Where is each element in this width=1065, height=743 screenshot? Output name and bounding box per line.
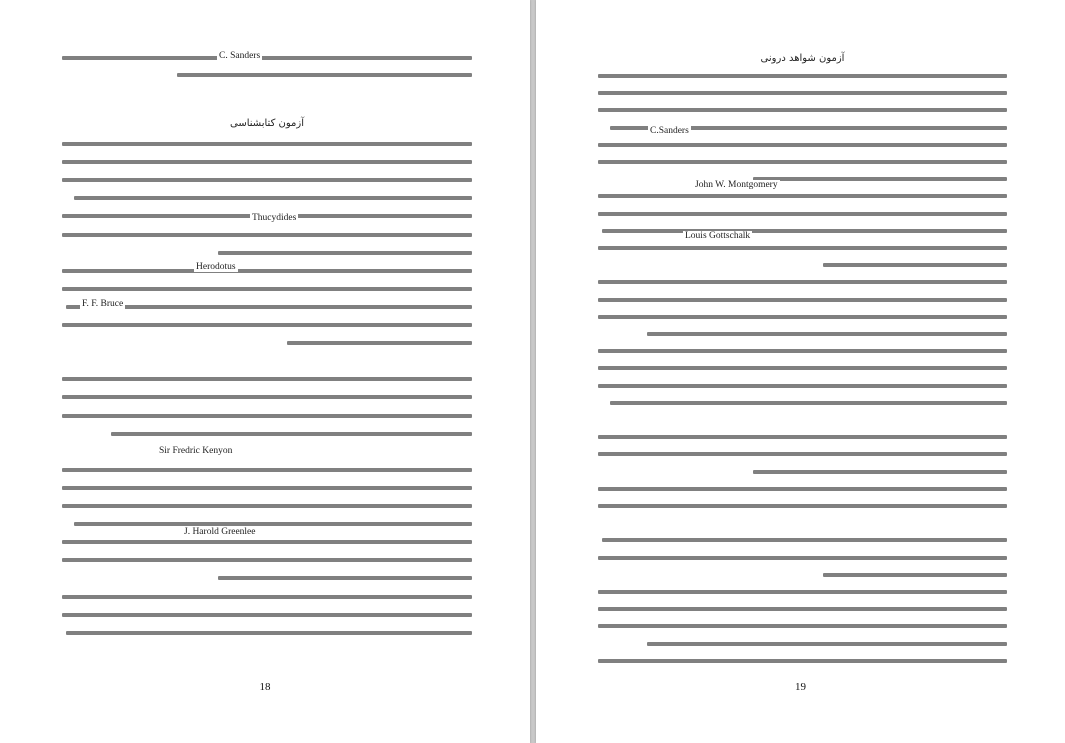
text-line: [62, 287, 472, 291]
text-line: [598, 487, 1007, 491]
text-line: [62, 377, 472, 381]
left-citation: J. Harold Greenlee: [184, 527, 256, 537]
text-line: [62, 504, 472, 508]
text-line: [602, 538, 1007, 542]
text-line: [62, 56, 472, 60]
text-line: [598, 91, 1007, 95]
text-line: [598, 659, 1007, 663]
text-line: [62, 269, 472, 273]
text-line: [602, 229, 1007, 233]
text-line: [598, 590, 1007, 594]
text-line: [218, 251, 472, 255]
text-line: [598, 298, 1007, 302]
text-line: [598, 607, 1007, 611]
text-line: [218, 576, 472, 580]
text-line: [610, 401, 1007, 405]
left-page: [0, 0, 530, 743]
text-line: [598, 366, 1007, 370]
text-line: [598, 349, 1007, 353]
text-line: [177, 73, 472, 77]
text-line: [598, 280, 1007, 284]
text-line: [598, 246, 1007, 250]
right-citation: Louis Gottschalk: [685, 231, 751, 241]
text-line: [62, 486, 472, 490]
left-citation: C. Sanders: [219, 51, 261, 61]
left-citation: Thucydides: [252, 213, 297, 223]
text-line: [111, 432, 472, 436]
text-line: [647, 642, 1007, 646]
text-line: [62, 233, 472, 237]
left-citation: Herodotus: [196, 262, 236, 272]
text-line: [598, 143, 1007, 147]
text-line: [598, 452, 1007, 456]
text-line: [598, 194, 1007, 198]
text-line: [598, 504, 1007, 508]
text-line: [62, 142, 472, 146]
right-page-text-block: [598, 0, 1007, 743]
left-page-text-block: [62, 0, 472, 743]
text-line: [62, 558, 472, 562]
text-line: [66, 305, 472, 309]
right-page-number: 19: [795, 681, 806, 693]
text-line: [62, 178, 472, 182]
text-line: [598, 315, 1007, 319]
right-page: [536, 0, 1065, 743]
text-line: [62, 160, 472, 164]
text-line: [74, 522, 472, 526]
text-line: [62, 595, 472, 599]
text-line: [62, 468, 472, 472]
text-line: [62, 414, 472, 418]
right-citation: John W. Montgomery: [695, 180, 778, 190]
text-line: [598, 435, 1007, 439]
text-line: [647, 332, 1007, 336]
text-line: [62, 613, 472, 617]
text-line: [598, 624, 1007, 628]
text-line: [753, 177, 1007, 181]
text-line: [62, 395, 472, 399]
text-line: [598, 74, 1007, 78]
text-line: [62, 540, 472, 544]
text-line: [598, 212, 1007, 216]
text-line: [598, 556, 1007, 560]
left-section-heading: آزمون کتابشناسی: [230, 118, 304, 129]
text-line: [598, 160, 1007, 164]
text-line: [287, 341, 472, 345]
left-page-number: 18: [259, 681, 271, 693]
left-citation: F. F. Bruce: [82, 299, 124, 309]
text-line: [66, 631, 472, 635]
text-line: [753, 470, 1007, 474]
right-citation: C.Sanders: [650, 126, 689, 136]
text-line: [598, 108, 1007, 112]
left-citation: Sir Fredric Kenyon: [159, 446, 233, 456]
text-line: [598, 384, 1007, 388]
text-line: [74, 196, 472, 200]
text-line: [62, 323, 472, 327]
right-section-heading: آزمون شواهد درونی: [760, 53, 845, 64]
text-line: [823, 573, 1007, 577]
text-line: [823, 263, 1007, 267]
